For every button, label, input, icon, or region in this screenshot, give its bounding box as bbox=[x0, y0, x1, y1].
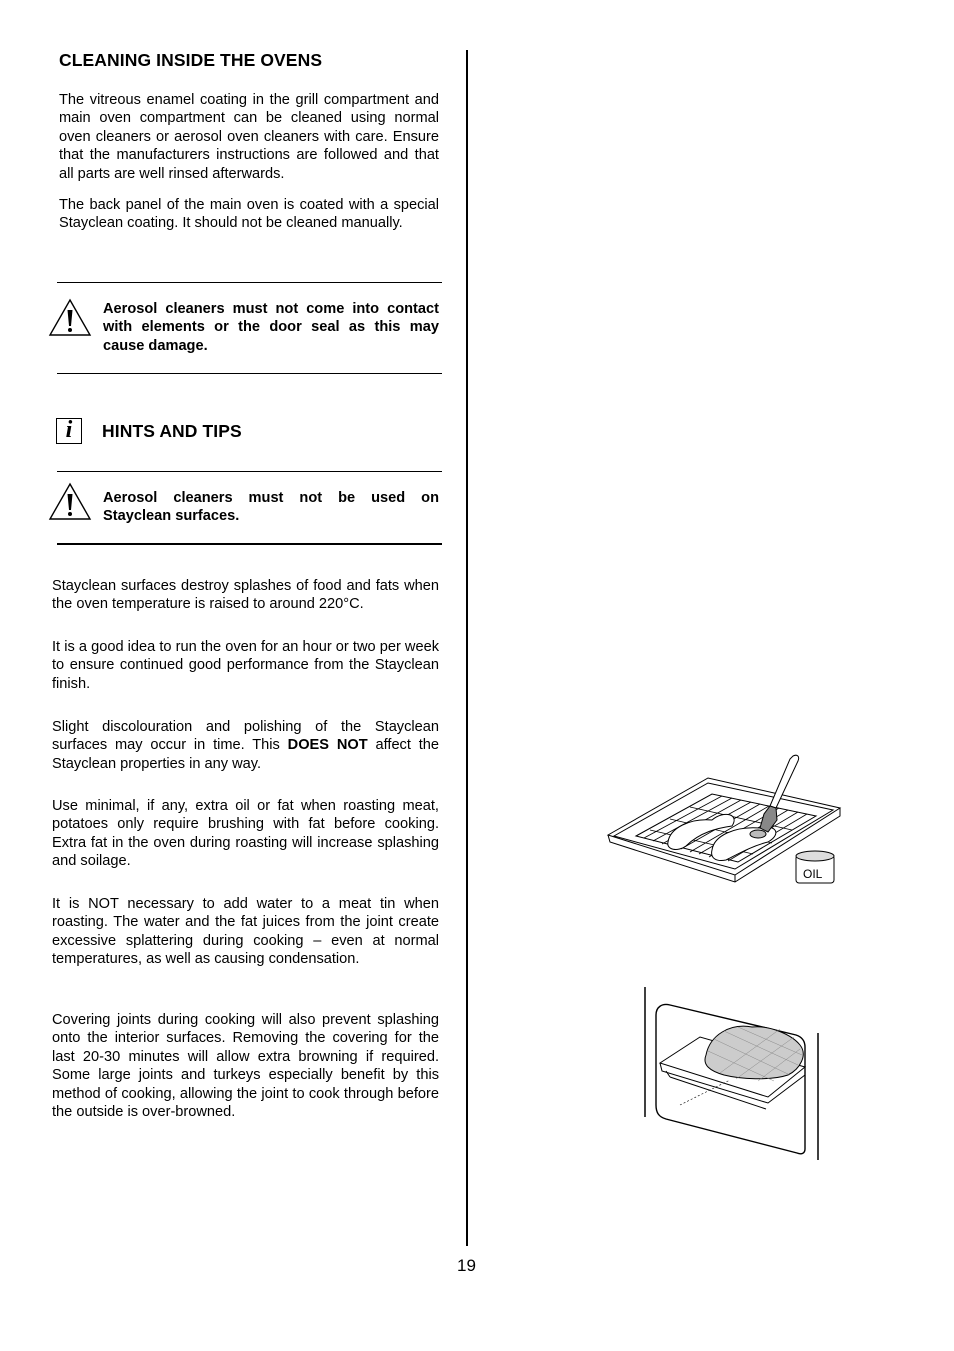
hints-paragraph-5: It is NOT necessary to add water to a meat tin when roasting. The water and the fat juices from the joint create excessive splattering during cooking – even at normal temperatures, as well as causing condensation. bbox=[52, 896, 439, 968]
hints-paragraph-3-emphasis: DOES NOT bbox=[287, 737, 368, 754]
column-divider bbox=[466, 50, 468, 1246]
covered-joint-oven-illustration bbox=[640, 985, 825, 1165]
hints-paragraph-3 bbox=[52, 718, 439, 773]
rule-top-warning-2 bbox=[57, 471, 442, 472]
rule-bottom-warning-1 bbox=[57, 373, 442, 374]
hints-paragraph-3-text-b: affect the Stayclean properties in any way. bbox=[52, 737, 440, 772]
rule-top-warning-1 bbox=[57, 282, 442, 283]
warning-aerosol-elements: Aerosol cleaners must not come into contact with elements or the door seal as this may cause damage. bbox=[103, 301, 439, 354]
page-number: 19 bbox=[457, 1256, 476, 1275]
hints-paragraph-1: Stayclean surfaces destroy splashes of food and fats when the oven temperature is raised to around 220°C. bbox=[52, 578, 439, 613]
info-icon-glyph: i bbox=[65, 417, 73, 443]
cleaning-heading: CLEANING INSIDE THE OVENS bbox=[59, 50, 323, 70]
cleaning-paragraph-2: The back panel of the main oven is coated with a special Stayclean coating. It should not be cleaned manually. bbox=[59, 197, 439, 232]
hints-paragraph-4: Use minimal, if any, extra oil or fat when roasting meat, potatoes only require brushing with fat before cooking. Extra fat in the oven during roasting will increase splashing and soilage. bbox=[52, 798, 439, 870]
oil-jar-label: OIL bbox=[803, 867, 823, 881]
rule-bottom-warning-2 bbox=[57, 543, 442, 545]
hints-paragraph-2: It is a good idea to run the oven for an hour or two per week to ensure continued good performance from the Stayclean finish. bbox=[52, 639, 439, 692]
cleaning-paragraph-1: The vitreous enamel coating in the grill compartment and main oven compartment can be cleaned using normal oven cleaners or aerosol oven cleaners with care. Ensure that the manufacturers instructions are followed and that all parts are well rinsed afterwards. bbox=[59, 92, 439, 182]
warning-aerosol-stayclean: Aerosol cleaners must not be used on Stayclean surfaces. bbox=[103, 490, 439, 525]
hints-paragraph-6: Covering joints during cooking will also prevent splashing onto the interior surfaces. Removing the covering for the last 20-30 minutes will allow extra browning if required. Some large joints and turkeys especially benefit by this method of cooking, allowing the joint to cook through before the outside is over-browned. bbox=[52, 1012, 439, 1121]
warning-triangle-icon bbox=[48, 482, 92, 522]
hints-paragraph-3-text-a: Slight discolouration and polishing of the Stayclean surfaces may occur in time. This bbox=[52, 719, 439, 754]
info-icon bbox=[56, 418, 82, 444]
hints-heading: HINTS AND TIPS bbox=[102, 421, 242, 441]
warning-triangle-icon bbox=[48, 298, 92, 338]
